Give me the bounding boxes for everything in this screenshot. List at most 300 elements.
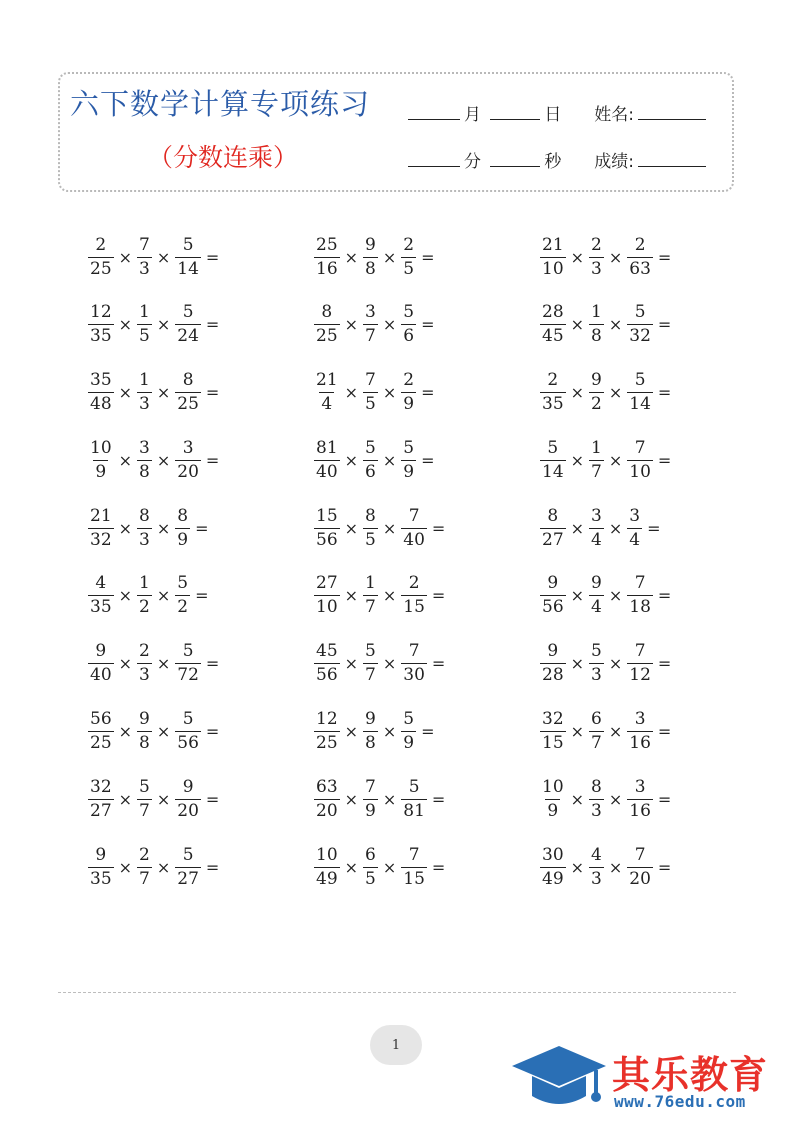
problem-item — [540, 571, 766, 621]
equals-sign: = — [205, 722, 220, 742]
fraction — [540, 643, 566, 684]
fraction-numerator: 9 — [95, 641, 107, 662]
problem-item — [314, 639, 540, 689]
fraction-numerator: 6 — [365, 844, 376, 865]
fraction-denominator: 6 — [365, 461, 376, 482]
fraction — [363, 776, 378, 821]
fraction — [314, 372, 340, 413]
times-sign: × — [156, 315, 171, 335]
fraction-numerator: 10 — [316, 844, 338, 865]
problem-item — [88, 707, 314, 757]
fraction-numerator: 9 — [547, 641, 559, 662]
fraction — [175, 575, 190, 616]
fraction-denominator: 10 — [316, 597, 338, 618]
times-sign: × — [382, 857, 397, 877]
day-label: 日 — [544, 105, 562, 125]
times-sign: × — [608, 315, 623, 335]
month-blank[interactable] — [408, 104, 460, 120]
fraction-denominator: 56 — [177, 733, 199, 754]
fraction — [627, 505, 642, 550]
equals-sign: = — [205, 315, 220, 335]
problem-item — [314, 368, 540, 418]
times-sign: × — [118, 789, 133, 809]
fraction-denominator: 18 — [629, 597, 651, 618]
fraction-denominator: 25 — [90, 258, 112, 279]
fraction-denominator: 7 — [591, 461, 602, 482]
fraction — [137, 575, 152, 616]
times-sign: × — [570, 722, 585, 742]
problem-item — [540, 842, 766, 892]
times-sign: × — [156, 450, 171, 470]
fraction-numerator: 8 — [177, 505, 189, 526]
problem-item — [314, 232, 540, 282]
fraction — [540, 575, 566, 616]
equals-sign: = — [431, 518, 446, 538]
fraction — [137, 372, 152, 413]
fraction — [175, 776, 201, 821]
fraction-denominator: 7 — [365, 665, 376, 686]
fraction — [627, 844, 653, 889]
fraction-numerator: 15 — [316, 505, 338, 526]
fraction-numerator: 3 — [634, 709, 646, 730]
times-sign: × — [118, 518, 133, 538]
fraction-denominator: 35 — [90, 597, 112, 618]
fraction-numerator: 1 — [139, 302, 150, 323]
fraction-denominator: 25 — [90, 733, 112, 754]
fraction — [314, 575, 340, 616]
times-sign: × — [608, 450, 623, 470]
fraction-numerator: 5 — [408, 776, 420, 797]
problem-item — [314, 300, 540, 350]
fraction-denominator: 32 — [90, 529, 112, 550]
name-blank[interactable] — [638, 104, 706, 120]
fraction-denominator: 27 — [90, 800, 112, 821]
problem-item — [314, 435, 540, 485]
fraction-denominator: 81 — [403, 800, 425, 821]
times-sign: × — [382, 789, 397, 809]
brand-name: 其乐教育 — [612, 1053, 769, 1097]
fraction-denominator: 7 — [139, 800, 150, 821]
times-sign: × — [118, 247, 133, 267]
fraction-numerator: 7 — [365, 370, 376, 391]
fraction-denominator: 25 — [316, 733, 338, 754]
fraction-denominator: 35 — [542, 394, 564, 415]
fraction-numerator: 10 — [90, 437, 112, 458]
problem-item — [88, 774, 314, 824]
times-sign: × — [608, 722, 623, 742]
time-score-row — [404, 147, 710, 172]
equals-sign: = — [195, 586, 209, 606]
times-sign: × — [118, 450, 133, 470]
score-blank[interactable] — [638, 151, 706, 167]
fraction — [175, 505, 190, 550]
times-sign: × — [382, 315, 397, 335]
times-sign: × — [156, 722, 171, 742]
fraction-numerator: 5 — [182, 302, 194, 323]
fraction-numerator: 5 — [634, 370, 646, 391]
fraction-denominator: 5 — [365, 394, 376, 415]
fraction-denominator: 7 — [365, 326, 376, 347]
times-sign: × — [344, 247, 359, 267]
fraction-numerator: 1 — [139, 370, 150, 391]
fraction-denominator: 72 — [177, 665, 199, 686]
fraction-numerator: 8 — [365, 505, 376, 526]
fraction-denominator: 27 — [542, 529, 564, 550]
equals-sign: = — [421, 450, 435, 470]
problem-item — [540, 368, 766, 418]
times-sign: × — [344, 315, 359, 335]
times-sign: × — [608, 518, 623, 538]
fraction-numerator: 1 — [591, 437, 602, 458]
times-sign: × — [344, 789, 359, 809]
times-sign: × — [118, 654, 133, 674]
fraction — [363, 575, 378, 616]
fraction-numerator: 8 — [321, 302, 333, 323]
fraction — [137, 776, 152, 821]
equals-sign: = — [657, 857, 672, 877]
fraction-denominator: 10 — [629, 461, 651, 482]
fraction-numerator: 9 — [95, 844, 107, 865]
fraction-numerator: 9 — [365, 234, 376, 255]
fraction-denominator: 9 — [365, 800, 376, 821]
equals-sign: = — [205, 383, 220, 403]
fraction-numerator: 5 — [634, 302, 646, 323]
fraction — [88, 776, 114, 821]
equals-sign: = — [421, 383, 435, 403]
times-sign: × — [382, 518, 397, 538]
fraction-numerator: 21 — [542, 234, 564, 255]
fraction-numerator: 8 — [591, 776, 602, 797]
minute-blank[interactable] — [408, 151, 460, 167]
times-sign: × — [382, 450, 397, 470]
fraction — [175, 844, 201, 889]
fraction-numerator: 7 — [408, 844, 420, 865]
problem-grid — [88, 232, 766, 910]
fraction-denominator: 9 — [177, 529, 189, 550]
times-sign: × — [156, 586, 171, 606]
fraction — [88, 643, 114, 684]
fraction-denominator: 25 — [316, 326, 338, 347]
date-name-row — [404, 100, 710, 125]
fraction-denominator: 28 — [542, 665, 564, 686]
fraction — [314, 643, 340, 684]
equals-sign: = — [195, 518, 209, 538]
fraction-numerator: 2 — [95, 234, 107, 255]
problem-item — [540, 300, 766, 350]
fraction — [175, 372, 201, 413]
fraction-numerator: 7 — [408, 641, 420, 662]
fraction — [401, 304, 416, 345]
fraction-denominator: 35 — [90, 868, 112, 889]
fraction-numerator: 5 — [182, 641, 194, 662]
worksheet-subtitle: （分数连乘） — [148, 143, 299, 172]
fraction-denominator: 9 — [403, 461, 415, 482]
fraction-denominator: 8 — [139, 461, 150, 482]
times-sign: × — [344, 722, 359, 742]
fraction — [314, 776, 340, 821]
fraction-numerator: 5 — [547, 437, 559, 458]
fraction-numerator: 1 — [365, 573, 376, 594]
fraction-numerator: 5 — [177, 573, 189, 594]
fraction — [401, 437, 416, 482]
fraction-denominator: 49 — [316, 868, 338, 889]
fraction — [314, 844, 340, 889]
fraction-denominator: 16 — [629, 800, 651, 821]
fraction-numerator: 10 — [542, 776, 564, 797]
fraction-numerator: 1 — [591, 302, 602, 323]
fraction-numerator: 27 — [316, 573, 338, 594]
graduation-cap-icon — [510, 1042, 608, 1116]
times-sign: × — [344, 383, 359, 403]
fraction — [401, 776, 427, 821]
second-blank[interactable] — [490, 151, 540, 167]
fraction — [589, 844, 604, 889]
times-sign: × — [608, 857, 623, 877]
fraction-numerator: 45 — [316, 641, 338, 662]
fraction-numerator: 5 — [591, 641, 602, 662]
fraction — [627, 575, 653, 616]
times-sign: × — [570, 857, 585, 877]
fraction — [401, 711, 416, 752]
times-sign: × — [608, 789, 623, 809]
fraction — [589, 505, 604, 550]
fraction-numerator: 2 — [591, 234, 602, 255]
fraction — [401, 643, 427, 684]
fraction — [589, 234, 604, 279]
page-number: 1 — [370, 1025, 422, 1065]
fraction-denominator: 7 — [365, 597, 376, 618]
times-sign: × — [382, 247, 397, 267]
fraction-numerator: 8 — [139, 505, 150, 526]
equals-sign: = — [647, 518, 661, 538]
minute-label: 分 — [464, 152, 481, 172]
fraction-denominator: 15 — [403, 868, 425, 889]
fraction — [627, 234, 653, 279]
problem-item — [314, 571, 540, 621]
fraction-numerator: 4 — [591, 844, 602, 865]
fraction-denominator: 40 — [403, 529, 425, 550]
fraction-denominator: 20 — [177, 461, 199, 482]
fraction-denominator: 48 — [90, 394, 112, 415]
problem-item — [540, 232, 766, 282]
fraction-numerator: 5 — [182, 709, 194, 730]
fraction — [363, 844, 378, 889]
fraction-numerator: 7 — [634, 437, 646, 458]
fraction — [540, 372, 566, 413]
fraction-denominator: 3 — [139, 394, 150, 415]
fraction — [137, 234, 152, 279]
fraction — [589, 776, 604, 821]
equals-sign: = — [657, 654, 672, 674]
fraction-denominator: 20 — [177, 800, 199, 821]
problem-item — [540, 503, 766, 553]
fraction-numerator: 21 — [316, 370, 338, 391]
fraction — [137, 844, 152, 889]
fraction-numerator: 28 — [542, 302, 564, 323]
times-sign: × — [118, 383, 133, 403]
fraction-denominator: 30 — [403, 665, 425, 686]
fraction — [401, 575, 427, 616]
fraction-numerator: 9 — [365, 709, 376, 730]
fraction — [88, 437, 114, 482]
fraction — [627, 437, 653, 482]
times-sign: × — [344, 450, 359, 470]
fraction — [314, 234, 340, 279]
fraction-denominator: 9 — [403, 733, 415, 754]
problem-item — [314, 503, 540, 553]
fraction-numerator: 35 — [90, 370, 112, 391]
fraction-numerator: 9 — [591, 370, 602, 391]
fraction-numerator: 9 — [591, 573, 602, 594]
fraction-numerator: 3 — [139, 437, 150, 458]
fraction-denominator: 3 — [139, 258, 150, 279]
fraction-numerator: 1 — [139, 573, 150, 594]
fraction-denominator: 25 — [177, 394, 199, 415]
problem-item — [314, 774, 540, 824]
times-sign: × — [608, 586, 623, 606]
fraction-denominator: 8 — [365, 258, 376, 279]
score-label: 成绩: — [594, 152, 634, 172]
fraction-numerator: 8 — [182, 370, 194, 391]
fraction-numerator: 2 — [403, 234, 415, 255]
problem-item — [314, 707, 540, 757]
fraction-numerator: 3 — [629, 505, 641, 526]
times-sign: × — [118, 857, 133, 877]
fraction-denominator: 49 — [542, 868, 564, 889]
times-sign: × — [382, 586, 397, 606]
problem-item — [314, 842, 540, 892]
day-blank[interactable] — [490, 104, 540, 120]
equals-sign: = — [421, 315, 435, 335]
fraction — [589, 304, 604, 345]
fraction-denominator: 3 — [591, 665, 602, 686]
times-sign: × — [570, 789, 585, 809]
equals-sign: = — [431, 857, 446, 877]
times-sign: × — [156, 789, 171, 809]
fraction — [540, 711, 566, 752]
times-sign: × — [570, 654, 585, 674]
fraction-numerator: 5 — [139, 776, 150, 797]
fraction-denominator: 7 — [591, 733, 602, 754]
fraction-denominator: 8 — [139, 733, 150, 754]
fraction-denominator: 9 — [95, 461, 107, 482]
fraction-denominator: 4 — [591, 529, 602, 550]
problem-item — [88, 842, 314, 892]
equals-sign: = — [657, 789, 672, 809]
problem-item — [88, 639, 314, 689]
fraction-denominator: 63 — [629, 258, 651, 279]
equals-sign: = — [657, 722, 672, 742]
fraction-denominator: 8 — [365, 733, 376, 754]
fraction-numerator: 6 — [591, 709, 602, 730]
fraction-denominator: 7 — [139, 868, 150, 889]
problem-item — [88, 571, 314, 621]
fraction — [363, 643, 378, 684]
brand-url: www.76edu.com — [614, 1092, 746, 1111]
times-sign: × — [382, 383, 397, 403]
fraction — [589, 643, 604, 684]
fraction-denominator: 35 — [90, 326, 112, 347]
problem-item — [540, 435, 766, 485]
fraction-numerator: 81 — [316, 437, 338, 458]
fraction-denominator: 15 — [542, 733, 564, 754]
fraction-numerator: 56 — [90, 709, 112, 730]
equals-sign: = — [421, 722, 435, 742]
fraction — [627, 643, 653, 684]
fraction-numerator: 25 — [316, 234, 338, 255]
problem-item — [88, 232, 314, 282]
times-sign: × — [156, 247, 171, 267]
fraction-denominator: 3 — [139, 665, 150, 686]
fraction-denominator: 2 — [139, 597, 150, 618]
fraction-numerator: 3 — [634, 776, 646, 797]
fraction-numerator: 21 — [90, 505, 112, 526]
fraction-numerator: 8 — [547, 505, 559, 526]
fraction — [88, 372, 114, 413]
equals-sign: = — [657, 383, 672, 403]
footer-divider — [58, 992, 736, 993]
problem-item — [88, 435, 314, 485]
fraction-denominator: 14 — [629, 394, 651, 415]
problem-item — [540, 774, 766, 824]
fraction-numerator: 30 — [542, 844, 564, 865]
fraction — [363, 711, 378, 752]
fraction — [363, 234, 378, 279]
fraction-denominator: 9 — [547, 800, 559, 821]
fraction — [363, 437, 378, 482]
problem-item — [88, 368, 314, 418]
fraction — [401, 372, 416, 413]
name-label: 姓名: — [594, 105, 634, 125]
fraction — [540, 844, 566, 889]
fraction — [175, 437, 201, 482]
fraction — [627, 372, 653, 413]
fraction-numerator: 5 — [403, 302, 415, 323]
fraction-denominator: 6 — [403, 326, 415, 347]
fraction-numerator: 2 — [408, 573, 420, 594]
fraction-denominator: 3 — [139, 529, 150, 550]
fraction — [363, 372, 378, 413]
times-sign: × — [382, 654, 397, 674]
fraction — [175, 234, 201, 279]
fraction — [401, 505, 427, 550]
fraction — [137, 643, 152, 684]
fraction-denominator: 3 — [591, 868, 602, 889]
fraction — [401, 234, 416, 279]
fraction-numerator: 63 — [316, 776, 338, 797]
fraction-numerator: 7 — [634, 641, 646, 662]
fraction-denominator: 5 — [365, 529, 376, 550]
fraction — [88, 711, 114, 752]
times-sign: × — [118, 586, 133, 606]
times-sign: × — [382, 722, 397, 742]
fraction — [88, 505, 114, 550]
equals-sign: = — [657, 247, 672, 267]
problem-item — [540, 707, 766, 757]
fraction — [540, 776, 566, 821]
fraction-denominator: 14 — [542, 461, 564, 482]
fraction — [363, 505, 378, 550]
fraction-denominator: 3 — [591, 800, 602, 821]
fraction — [314, 711, 340, 752]
fraction-numerator: 7 — [139, 234, 150, 255]
fraction-denominator: 14 — [177, 258, 199, 279]
equals-sign: = — [431, 654, 446, 674]
equals-sign: = — [657, 450, 672, 470]
fraction-numerator: 2 — [403, 370, 415, 391]
fraction-denominator: 16 — [629, 733, 651, 754]
fraction-denominator: 5 — [139, 326, 150, 347]
